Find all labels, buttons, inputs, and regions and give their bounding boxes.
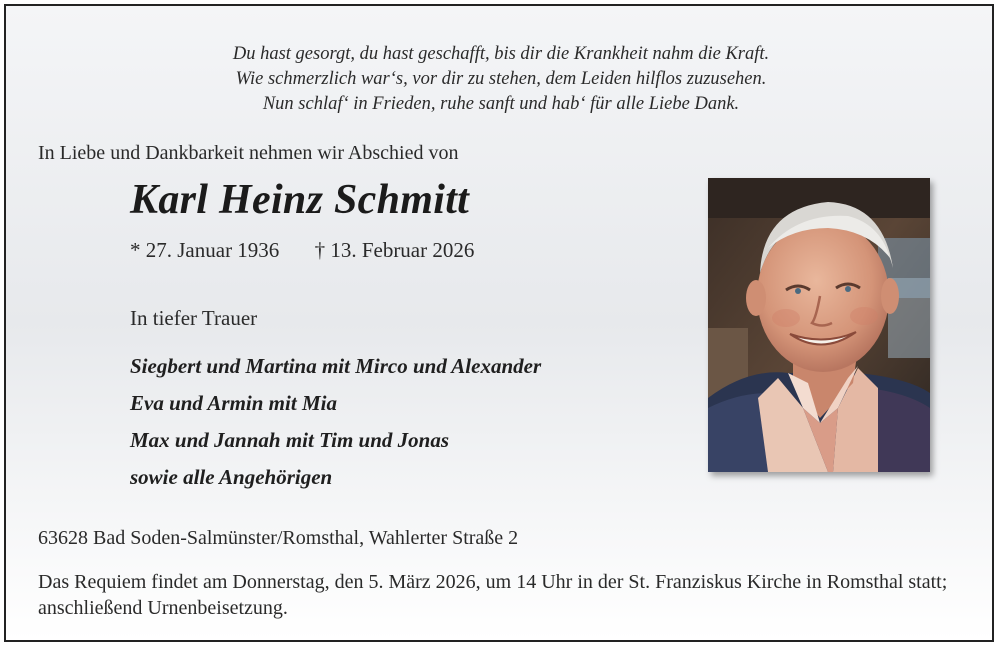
family-line: sowie alle Angehörigen bbox=[130, 465, 333, 489]
verse-line-1: Du hast gesorgt, du hast geschafft, bis dir die Krankheit nahm die Kraft. bbox=[232, 44, 770, 64]
death-date: † 13. Februar 2026 bbox=[314, 238, 475, 262]
obituary-card bbox=[4, 4, 994, 642]
life-dates bbox=[130, 238, 474, 263]
birth-date: * 27. Januar 1936 bbox=[130, 238, 280, 262]
memorial-verse bbox=[6, 42, 996, 117]
farewell-intro: In Liebe und Dankbarkeit nehmen wir Abschied von bbox=[38, 142, 459, 164]
portrait-photo bbox=[708, 178, 930, 472]
requiem-notice: Das Requiem findet am Donnerstag, den 5. März 2026, um 14 Uhr in der St. Franziskus Kirche in Romsthal statt; anschließend Urnenbeisetzung. bbox=[38, 571, 948, 619]
verse-line-3: Nun schlaf‘ in Frieden, ruhe sanft und hab‘ für alle Liebe Dank. bbox=[262, 94, 740, 114]
family-line: Max und Jannah mit Tim und Jonas bbox=[130, 428, 449, 452]
family-line: Siegbert und Martina mit Mirco und Alexander bbox=[130, 354, 542, 378]
deceased-name: Karl Heinz Schmitt bbox=[130, 177, 470, 223]
address: 63628 Bad Soden-Salmünster/Romsthal, Wahlerter Straße 2 bbox=[38, 527, 519, 549]
family-line: Eva und Armin mit Mia bbox=[130, 391, 337, 415]
portrait-illustration bbox=[708, 178, 930, 472]
verse-line-2: Wie schmerzlich war‘s, vor dir zu stehen, dem Leiden hilflos zuzusehen. bbox=[235, 69, 767, 89]
mourning-label: In tiefer Trauer bbox=[130, 306, 258, 330]
family-list bbox=[130, 348, 541, 496]
